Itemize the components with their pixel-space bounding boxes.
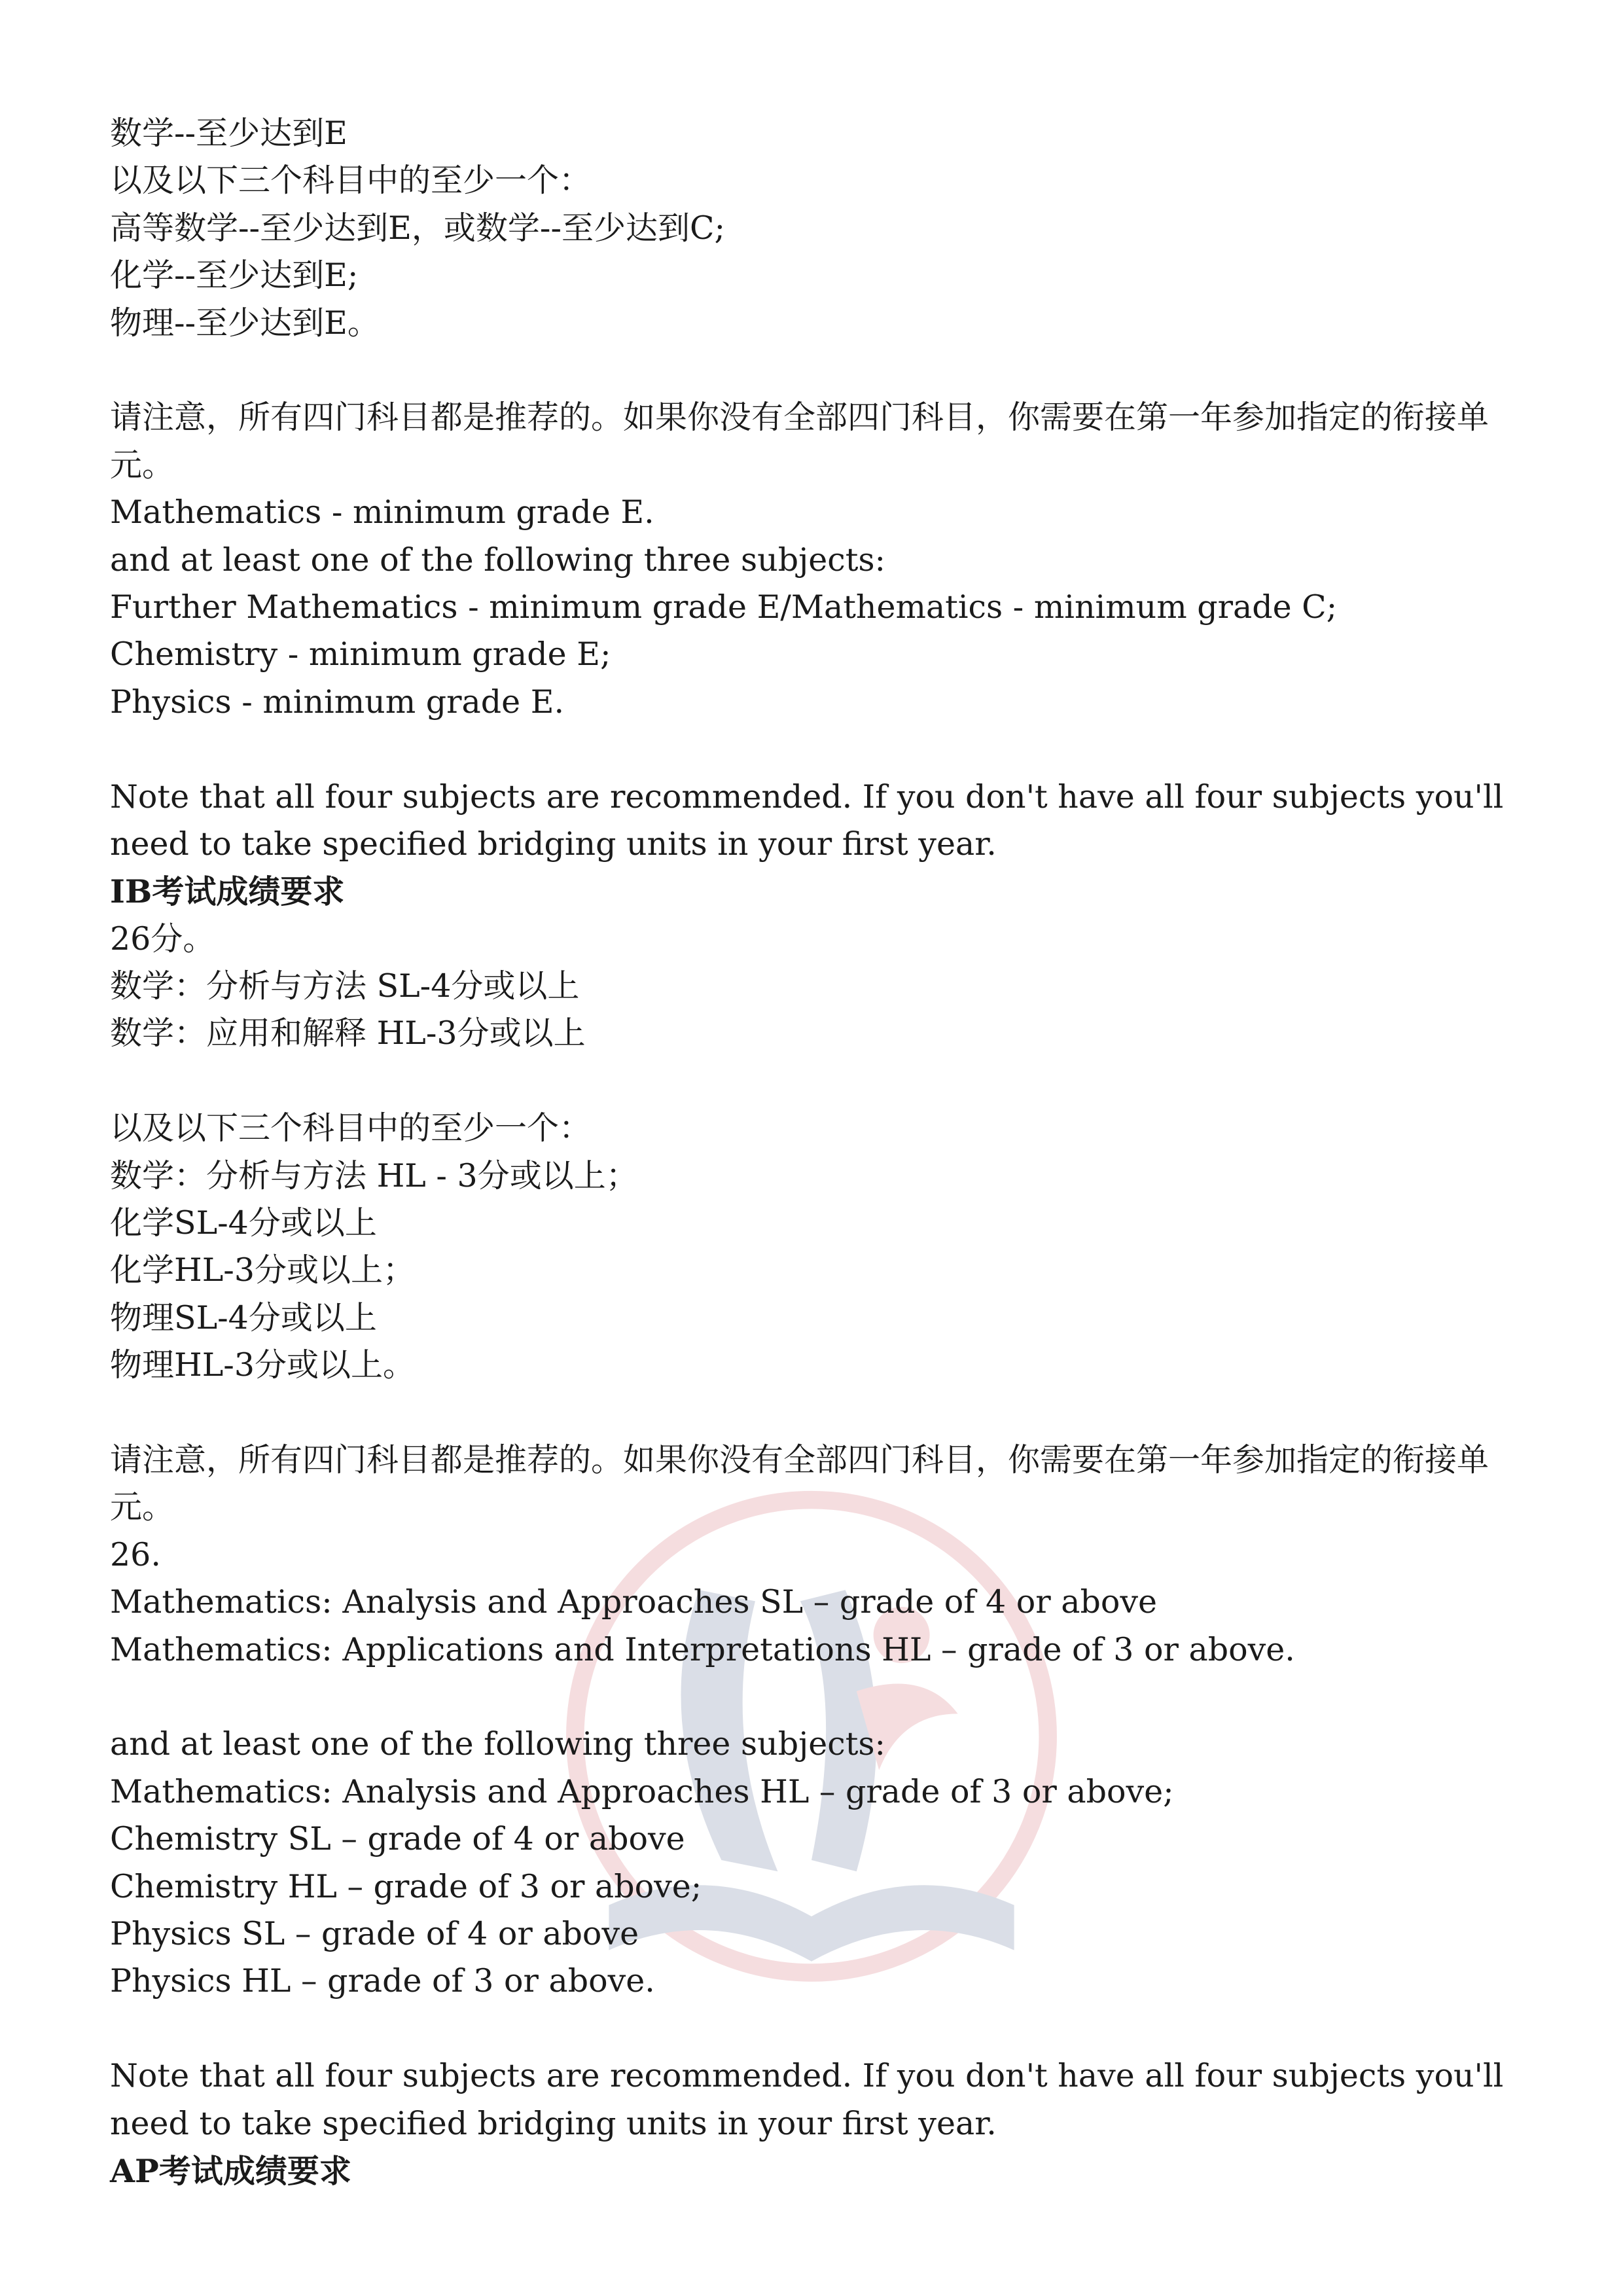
- text-line: 数学：应用和解释 HL-3分或以上: [110, 1014, 586, 1052]
- text-line: 化学--至少达到E;: [110, 257, 359, 295]
- text-line: Chemistry - minimum grade E;: [110, 636, 611, 673]
- text-line: 数学：分析与方法 HL - 3分或以上；: [110, 1157, 638, 1194]
- text-line: 高等数学--至少达到E，或数学--至少达到C;: [110, 209, 725, 247]
- note-paragraph: 请注意，所有四门科目都是推荐的。如果你没有全部四门科目，你需要在第一年参加指定的衔接单元。: [110, 399, 1489, 484]
- text-line: 物理HL-3分或以上。: [110, 1346, 416, 1384]
- note-paragraph: Note that all four subjects are recommended. If you don't have all four subjects you'll need to take specified bridging units in your first year.: [110, 2057, 1504, 2142]
- section-heading: AP考试成绩要求: [110, 2151, 351, 2190]
- text-line: 物理--至少达到E。: [110, 304, 380, 342]
- alevel-requirements-cn: [110, 110, 1537, 489]
- text-line: 26分。: [110, 920, 215, 958]
- ib-requirements: [110, 868, 1537, 2147]
- spacer: [110, 1058, 1537, 1105]
- text-line: 数学--至少达到E: [110, 115, 348, 152]
- text-line: Physics - minimum grade E.: [110, 683, 565, 721]
- ap-requirements: [110, 2147, 1537, 2195]
- text-line: 以及以下三个科目中的至少一个：: [110, 1109, 592, 1147]
- text-line: Physics SL – grade of 4 or above: [110, 1914, 639, 1952]
- text-line: and at least one of the following three subjects:: [110, 1725, 886, 1763]
- spacer: [110, 1674, 1537, 1721]
- text-line: 数学：分析与方法 SL-4分或以上: [110, 967, 580, 1005]
- text-line: Physics HL – grade of 3 or above.: [110, 1962, 655, 2000]
- text-line: Chemistry SL – grade of 4 or above: [110, 1820, 685, 1858]
- text-line: Chemistry HL – grade of 3 or above;: [110, 1867, 702, 1905]
- note-paragraph: Note that all four subjects are recommended. If you don't have all four subjects you'll need to take specified bridging units in your first year.: [110, 778, 1504, 863]
- text-line: 物理SL-4分或以上: [110, 1299, 377, 1336]
- text-line: 26.: [110, 1535, 161, 1573]
- text-line: and at least one of the following three subjects:: [110, 541, 886, 579]
- note-paragraph: 请注意，所有四门科目都是推荐的。如果你没有全部四门科目，你需要在第一年参加指定的衔接单元。: [110, 1441, 1489, 1526]
- spacer: [110, 726, 1537, 773]
- text-line: Mathematics: Analysis and Approaches HL – grade of 3 or above;: [110, 1772, 1174, 1810]
- section-heading: IB考试成绩要求: [110, 872, 345, 911]
- text-line: Mathematics - minimum grade E.: [110, 493, 654, 531]
- alevel-requirements-en: [110, 489, 1537, 868]
- document-body: [110, 110, 1537, 2195]
- text-line: 化学HL-3分或以上；: [110, 1251, 416, 1289]
- spacer: [110, 2005, 1537, 2053]
- text-line: 化学SL-4分或以上: [110, 1204, 377, 1242]
- text-line: 以及以下三个科目中的至少一个：: [110, 162, 592, 200]
- text-line: Mathematics: Analysis and Approaches SL – grade of 4 or above: [110, 1583, 1158, 1621]
- spacer: [110, 1390, 1537, 1437]
- text-line: Mathematics: Applications and Interpretations HL – grade of 3 or above.: [110, 1630, 1295, 1668]
- text-line: Further Mathematics - minimum grade E/Mathematics - minimum grade C;: [110, 588, 1338, 626]
- spacer: [110, 347, 1537, 394]
